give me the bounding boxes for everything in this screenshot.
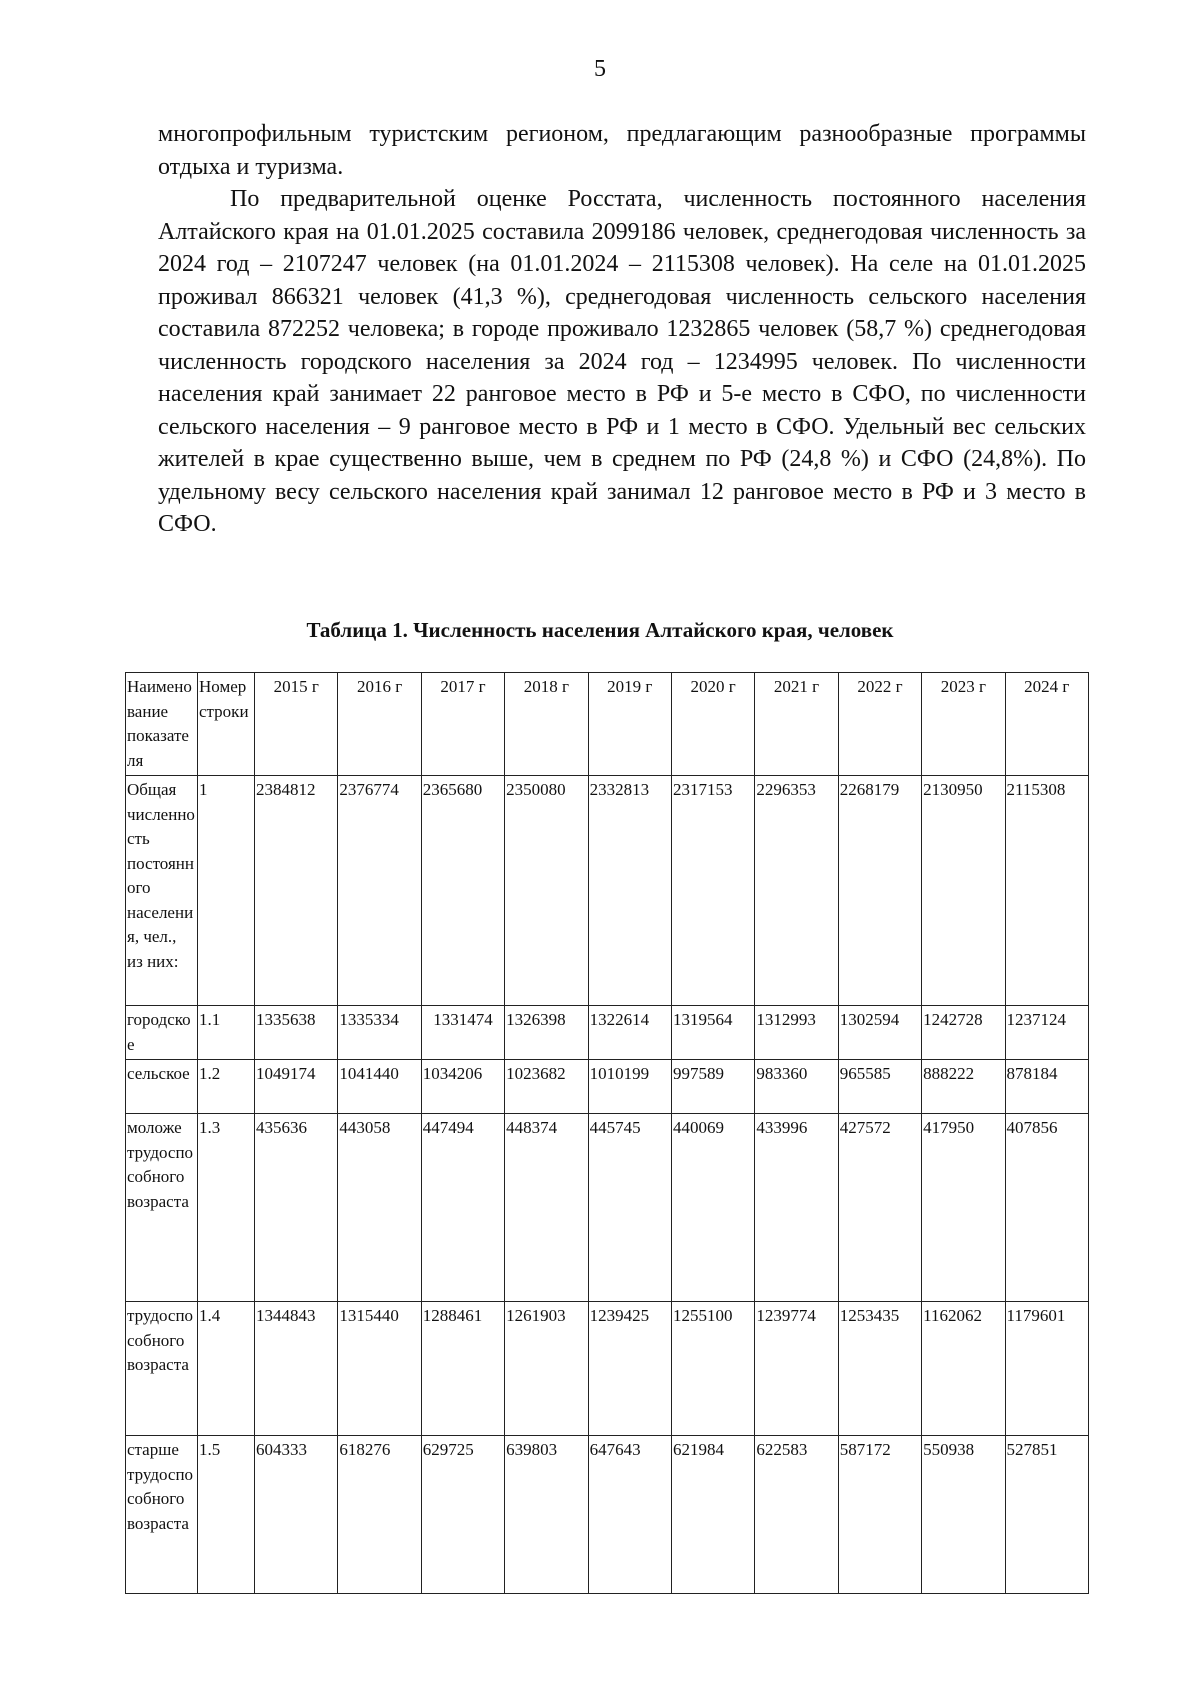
header-year: 2023 г bbox=[922, 673, 1005, 776]
header-number: Номер строки bbox=[198, 673, 255, 776]
table-row bbox=[126, 1436, 1089, 1594]
cell-value: 2332813 bbox=[588, 776, 671, 1006]
cell-value: 407856 bbox=[1005, 1114, 1088, 1302]
cell-value: 2296353 bbox=[755, 776, 838, 1006]
cell-value: 448374 bbox=[505, 1114, 588, 1302]
header-year: 2019 г bbox=[588, 673, 671, 776]
header-year: 2022 г bbox=[838, 673, 921, 776]
row-number: 1 bbox=[198, 776, 255, 1006]
row-name: городское bbox=[126, 1006, 198, 1060]
cell-value: 2115308 bbox=[1005, 776, 1088, 1006]
row-number: 1.2 bbox=[198, 1060, 255, 1114]
cell-value: 1034206 bbox=[421, 1060, 504, 1114]
cell-value: 1023682 bbox=[505, 1060, 588, 1114]
cell-value: 1242728 bbox=[922, 1006, 1005, 1060]
header-year: 2015 г bbox=[255, 673, 338, 776]
cell-value: 1322614 bbox=[588, 1006, 671, 1060]
table-header-row bbox=[126, 673, 1089, 776]
cell-value: 1261903 bbox=[505, 1302, 588, 1436]
paragraph-continuation: многопрофильным туристским регионом, предлагающим разнообразные программы отдыха и туризма. bbox=[158, 121, 1086, 180]
header-year: 2021 г bbox=[755, 673, 838, 776]
cell-value: 604333 bbox=[255, 1436, 338, 1594]
table-caption: Таблица 1. Численность населения Алтайского края, человек bbox=[306, 618, 894, 642]
cell-value: 1335638 bbox=[255, 1006, 338, 1060]
cell-value: 1010199 bbox=[588, 1060, 671, 1114]
header-year: 2016 г bbox=[338, 673, 421, 776]
cell-value: 639803 bbox=[505, 1436, 588, 1594]
cell-value: 447494 bbox=[421, 1114, 504, 1302]
cell-value: 2130950 bbox=[922, 776, 1005, 1006]
cell-value: 527851 bbox=[1005, 1436, 1088, 1594]
header-year: 2018 г bbox=[505, 673, 588, 776]
cell-value: 647643 bbox=[588, 1436, 671, 1594]
cell-value: 1335334 bbox=[338, 1006, 421, 1060]
cell-value: 2350080 bbox=[505, 776, 588, 1006]
cell-value: 1331474 bbox=[421, 1006, 504, 1060]
cell-value: 1239774 bbox=[755, 1302, 838, 1436]
cell-value: 622583 bbox=[755, 1436, 838, 1594]
cell-value: 1253435 bbox=[838, 1302, 921, 1436]
cell-value: 2268179 bbox=[838, 776, 921, 1006]
cell-value: 587172 bbox=[838, 1436, 921, 1594]
row-name: сельское bbox=[126, 1060, 198, 1114]
cell-value: 2384812 bbox=[255, 776, 338, 1006]
cell-value: 445745 bbox=[588, 1114, 671, 1302]
cell-value: 1255100 bbox=[671, 1302, 754, 1436]
row-name: Общая численность постоянного населения, чел., из них: bbox=[126, 776, 198, 1006]
cell-value: 1344843 bbox=[255, 1302, 338, 1436]
table-row bbox=[126, 1302, 1089, 1436]
cell-value: 443058 bbox=[338, 1114, 421, 1302]
body-text bbox=[158, 118, 1086, 541]
cell-value: 1319564 bbox=[671, 1006, 754, 1060]
cell-value: 1049174 bbox=[255, 1060, 338, 1114]
header-year: 2020 г bbox=[671, 673, 754, 776]
row-number: 1.5 bbox=[198, 1436, 255, 1594]
row-name: моложе трудоспособного возраста bbox=[126, 1114, 198, 1302]
cell-value: 2365680 bbox=[421, 776, 504, 1006]
header-year: 2017 г bbox=[421, 673, 504, 776]
header-year: 2024 г bbox=[1005, 673, 1088, 776]
cell-value: 435636 bbox=[255, 1114, 338, 1302]
page-number: 5 bbox=[594, 56, 606, 82]
cell-value: 2317153 bbox=[671, 776, 754, 1006]
row-name: старше трудоспособного возраста bbox=[126, 1436, 198, 1594]
cell-value: 417950 bbox=[922, 1114, 1005, 1302]
cell-value: 1288461 bbox=[421, 1302, 504, 1436]
cell-value: 1315440 bbox=[338, 1302, 421, 1436]
cell-value: 621984 bbox=[671, 1436, 754, 1594]
table-row bbox=[126, 776, 1089, 1006]
cell-value: 1326398 bbox=[505, 1006, 588, 1060]
row-number: 1.4 bbox=[198, 1302, 255, 1436]
cell-value: 965585 bbox=[838, 1060, 921, 1114]
cell-value: 1162062 bbox=[922, 1302, 1005, 1436]
cell-value: 1239425 bbox=[588, 1302, 671, 1436]
paragraph-population: По предварительной оценке Росстата, численность постоянного населения Алтайского края на 01.01.2025 составила 2099186 человек, среднегодовая численность за 2024 год – 2107247 человек (на 01.01.2024 – 2115308 человек). На селе на 01.01.2025 проживал 866321 человек (41,3 %), среднегодовая численность сельского населения составила 872252 человека; в городе проживало 1232865 человек (58,7 %) среднегодовая численность городского населения за 2024 год – 1234995 человек. По численности населения край занимает 22 ранговое место в РФ и 5-е место в СФО, по численности сельского населения – 9 ранговое место в РФ и 1 место в СФО. Удельный вес сельских жителей в крае существенно выше, чем в среднем по РФ (24,8 %) и СФО (24,8%). По удельному весу сельского населения край занимал 12 ранговое место в РФ и 3 место в СФО. bbox=[158, 186, 1086, 537]
cell-value: 629725 bbox=[421, 1436, 504, 1594]
cell-value: 2376774 bbox=[338, 776, 421, 1006]
row-number: 1.1 bbox=[198, 1006, 255, 1060]
cell-value: 1179601 bbox=[1005, 1302, 1088, 1436]
cell-value: 618276 bbox=[338, 1436, 421, 1594]
cell-value: 440069 bbox=[671, 1114, 754, 1302]
cell-value: 888222 bbox=[922, 1060, 1005, 1114]
table-row bbox=[126, 1114, 1089, 1302]
row-number: 1.3 bbox=[198, 1114, 255, 1302]
cell-value: 1302594 bbox=[838, 1006, 921, 1060]
cell-value: 983360 bbox=[755, 1060, 838, 1114]
header-name: Наименование показателя bbox=[126, 673, 198, 776]
cell-value: 427572 bbox=[838, 1114, 921, 1302]
cell-value: 1312993 bbox=[755, 1006, 838, 1060]
row-name: трудоспособного возраста bbox=[126, 1302, 198, 1436]
population-table bbox=[125, 672, 1089, 1594]
table-row bbox=[126, 1006, 1089, 1060]
table-row bbox=[126, 1060, 1089, 1114]
cell-value: 433996 bbox=[755, 1114, 838, 1302]
cell-value: 550938 bbox=[922, 1436, 1005, 1594]
cell-value: 997589 bbox=[671, 1060, 754, 1114]
cell-value: 1041440 bbox=[338, 1060, 421, 1114]
cell-value: 878184 bbox=[1005, 1060, 1088, 1114]
cell-value: 1237124 bbox=[1005, 1006, 1088, 1060]
